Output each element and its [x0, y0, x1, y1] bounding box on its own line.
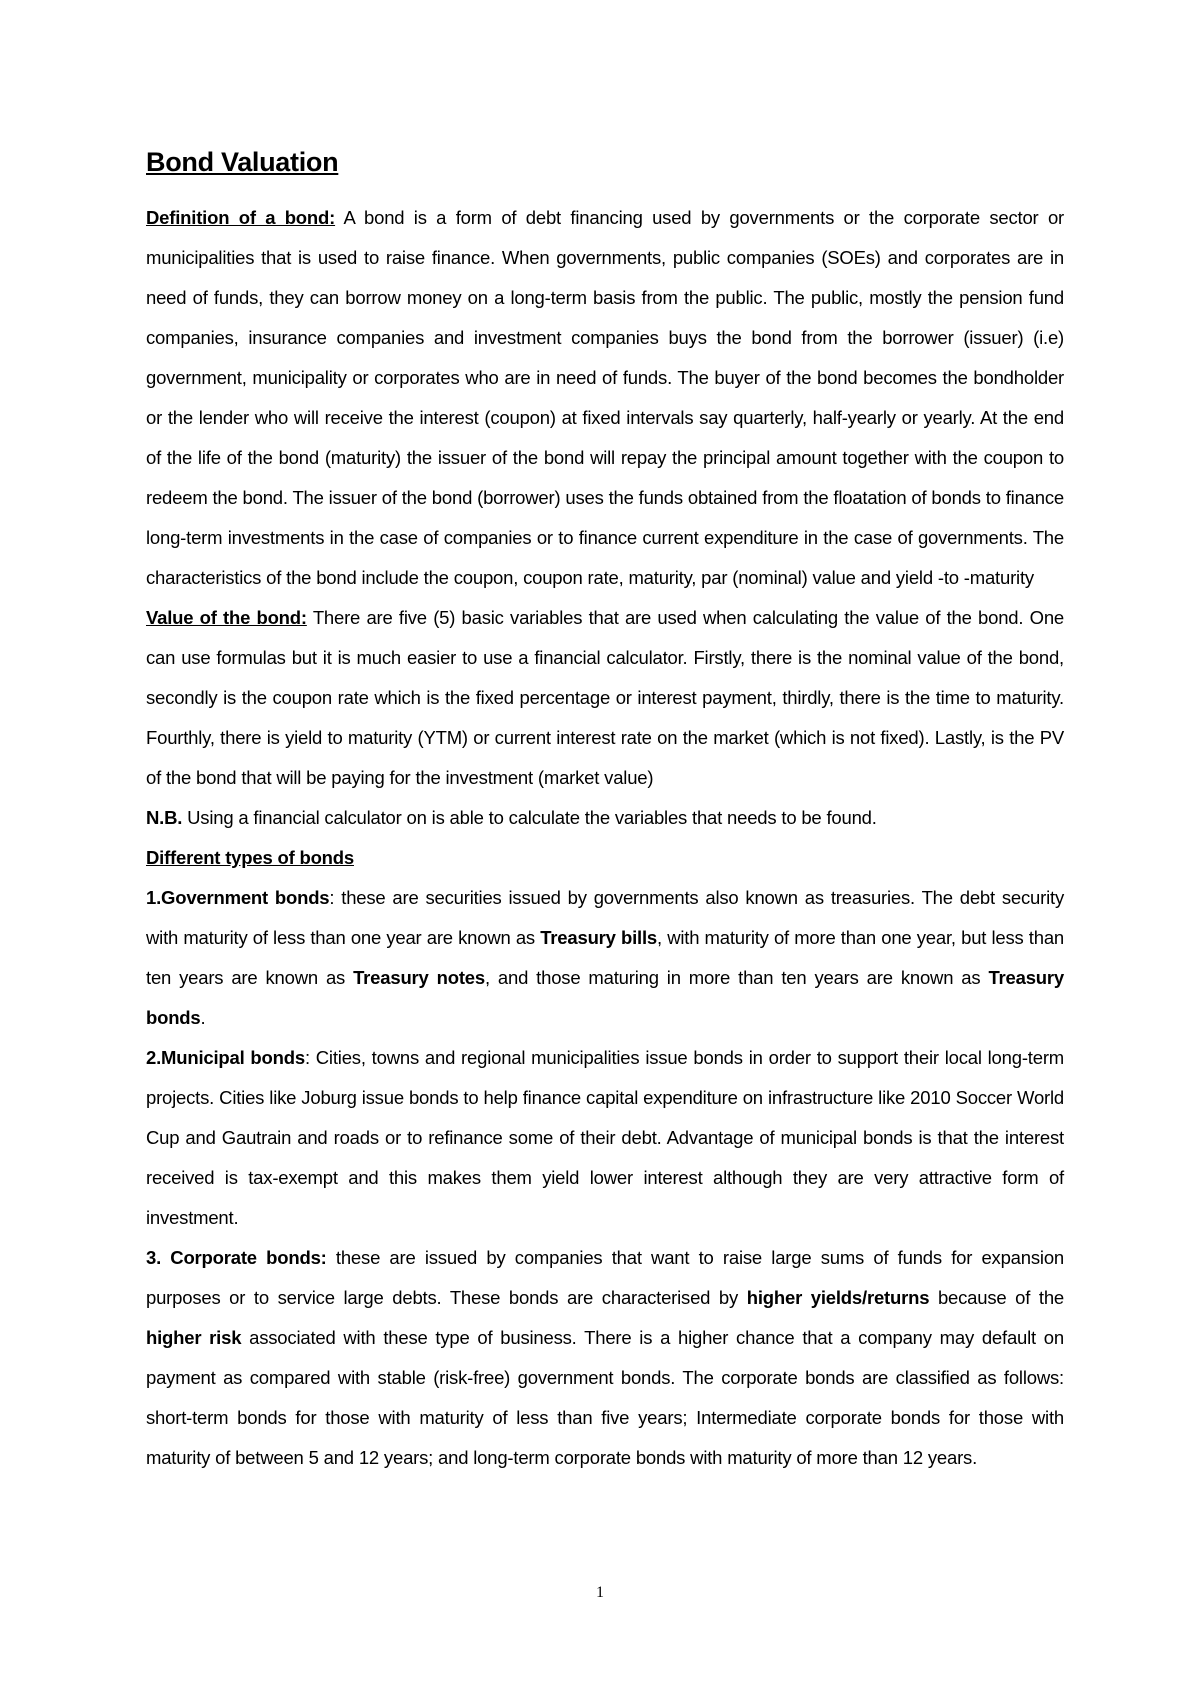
definition-paragraph	[146, 198, 1064, 598]
municipal-bonds-label: 2.Municipal bonds	[146, 1047, 305, 1068]
government-text-1: : these are securities issued by governments also known as treasuries. The debt security with maturity of less than one year are known as	[146, 887, 1065, 948]
corporate-text-1: these are issued by companies that want to raise large sums of funds for expansion purposes or to service large debts. These bonds are characterised by	[146, 1247, 1064, 1308]
treasury-bills-term: Treasury bills	[540, 927, 658, 948]
corporate-bonds-paragraph	[146, 1238, 1064, 1478]
higher-risk-term: higher risk	[146, 1327, 242, 1348]
higher-yields-term: higher yields/returns	[746, 1287, 930, 1308]
value-paragraph	[146, 598, 1064, 798]
corporate-text-2: because of the	[929, 1287, 1064, 1308]
value-text: There are five (5) basic variables that are used when calculating the value of the bond. One can use formulas but it is much easier to use a financial calculator. Firstly, there is the nominal value of the bond, secondly is the coupon rate which is the fixed percentage or interest payment, thirdly, there is the time to maturity. Fourthly, there is yield to maturity (YTM) or current interest rate on the market (which is not fixed). Lastly, is the PV of the bond that will be paying for the investment (market value)	[146, 607, 1064, 788]
corporate-bonds-label: 3. Corporate bonds:	[146, 1247, 327, 1268]
government-bonds-paragraph	[146, 878, 1064, 1038]
corporate-text-3: associated with these type of business. There is a higher chance that a company may default on payment as compared with stable (risk-free) government bonds. The corporate bonds are classified as follows: short-term bonds for those with maturity of less than five years; Intermediate corporate bonds for those with maturity of between 5 and 12 years; and long-term corporate bonds with maturity of more than 12 years.	[146, 1327, 1064, 1468]
types-heading: Different types of bonds	[146, 847, 354, 868]
government-text-3: , and those maturing in more than ten years are known as	[484, 967, 989, 988]
nb-paragraph	[146, 798, 1064, 838]
document-body	[146, 140, 1064, 1478]
government-bonds-label: 1.Government bonds	[146, 887, 330, 908]
government-text-4: .	[200, 1007, 206, 1028]
types-heading-paragraph	[146, 838, 1064, 878]
definition-label: Definition of a bond:	[146, 207, 336, 228]
municipal-text: : Cities, towns and regional municipalities issue bonds in order to support their local long-term projects. Cities like Joburg issue bonds to help finance capital expenditure on infrastructure like 2010 Soccer World Cup and Gautrain and roads or to refinance some of their debt. Advantage of municipal bonds is that the interest received is tax-exempt and this makes them yield lower interest although they are very attractive form of investment.	[146, 1047, 1064, 1228]
nb-label: N.B.	[146, 807, 183, 828]
page-number: 1	[596, 1584, 604, 1601]
definition-text: A bond is a form of debt financing used by governments or the corporate sector or municipalities that is used to raise finance. When governments, public companies (SOEs) and corporates are in need of funds, they can borrow money on a long-term basis from the public. The public, mostly the pension fund companies, insurance companies and investment companies buys the bond from the borrower (issuer) (i.e) government, municipality or corporates who are in need of funds. The buyer of the bond becomes the bondholder or the lender who will receive the interest (coupon) at fixed intervals say quarterly, half-yearly or yearly. At the end of the life of the bond (maturity) the issuer of the bond will repay the principal amount together with the coupon to redeem the bond. The issuer of the bond (borrower) uses the funds obtained from the floatation of bonds to finance long-term investments in the case of companies or to finance current expenditure in the case of governments. The characteristics of the bond include the coupon, coupon rate, maturity, par (nominal) value and yield -to -maturity	[146, 207, 1064, 588]
government-text-2: , with maturity of more than one year, but less than ten years are known as	[146, 927, 1065, 988]
value-label: Value of the bond:	[146, 607, 307, 628]
nb-text: Using a financial calculator on is able to calculate the variables that needs to be found.	[182, 807, 877, 828]
municipal-bonds-paragraph	[146, 1038, 1064, 1238]
treasury-notes-term: Treasury notes	[353, 967, 485, 988]
treasury-bonds-term: Treasury bonds	[146, 967, 1064, 1028]
page-title: Bond Valuation	[146, 147, 339, 177]
